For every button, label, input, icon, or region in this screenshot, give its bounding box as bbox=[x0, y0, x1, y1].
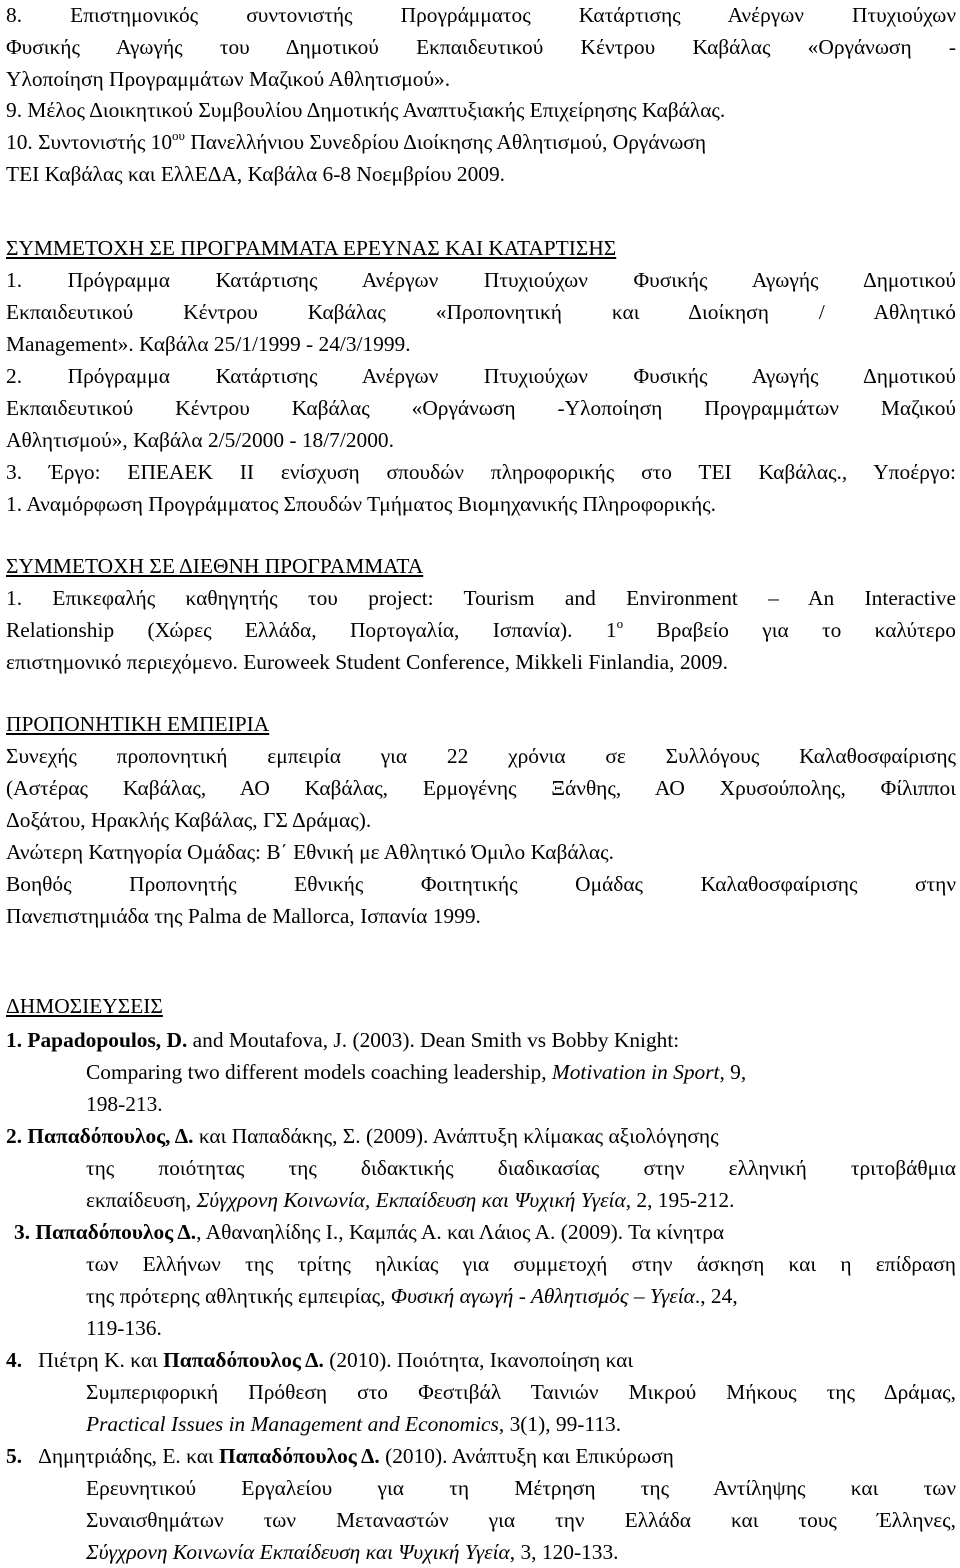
section-heading-research: ΣΥΜΜΕΤΟΧΗ ΣΕ ΠΡΟΓΡΑΜΜΑΤΑ ΕΡΕΥΝΑΣ ΚΑΙ ΚΑΤΑΡΤΙΣΗΣ bbox=[6, 236, 617, 260]
publication-4-line: Practical Issues in Management and Economics, 3(1), 99-113. bbox=[86, 1412, 622, 1436]
publication-2-line: της ποιότητας της διδακτικής διαδικασίας στην ελληνική τριτοβάθμια bbox=[86, 1156, 956, 1180]
text-line: επιστημονικό περιεχόμενο. Euroweek Student Conference, Mikkeli Finlandia, 2009. bbox=[6, 650, 728, 674]
section-heading-coaching: ΠΡΟΠΟΝΗΤΙΚΗ ΕΜΠΕΙΡΙΑ bbox=[6, 712, 270, 736]
text-line: 2. Πρόγραμμα Κατάρτισης Ανέργων Πτυχιούχων Φυσικής Αγωγής Δημοτικού bbox=[6, 364, 956, 388]
text-line: Ανώτερη Κατηγορία Ομάδας: Β΄ Εθνική με Αθλητικό Όμιλο Καβάλας. bbox=[6, 840, 614, 864]
text-line: 1. Επικεφαλής καθηγητής του project: Tourism and Environment – An Interactive bbox=[6, 586, 956, 610]
publication-5: 5. Δημητριάδης, Ε. και Παπαδόπουλος Δ. (2010). Ανάπτυξη και Επικύρωση bbox=[6, 1444, 674, 1468]
text-line: Αθλητισμού», Καβάλα 2/5/2000 - 18/7/2000. bbox=[6, 428, 394, 452]
text-line: Φυσικής Αγωγής του Δημοτικού Εκπαιδευτικού Κέντρου Καβάλας «Οργάνωση - bbox=[6, 35, 956, 59]
section-heading-international: ΣΥΜΜΕΤΟΧΗ ΣΕ ΔΙΕΘΝΗ ΠΡΟΓΡΑΜΜΑΤΑ bbox=[6, 554, 424, 578]
text-line: Βοηθός Προπονητής Εθνικής Φοιτητικής Ομάδας Καλαθοσφαίρισης στην bbox=[6, 872, 956, 896]
publication-1-line: Comparing two different models coaching leadership, Motivation in Sport, 9, bbox=[86, 1060, 747, 1084]
publication-1: 1. Papadopoulos, D. and Moutafova, J. (2003). Dean Smith vs Bobby Knight: bbox=[6, 1028, 680, 1052]
text-line: 1. Πρόγραμμα Κατάρτισης Ανέργων Πτυχιούχων Φυσικής Αγωγής Δημοτικού bbox=[6, 268, 956, 292]
publication-3: 3. Παπαδόπουλος Δ., Αθαναηλίδης Ι., Καμπάς Α. και Λάιος Α. (2009). Τα κίνητρα bbox=[14, 1220, 725, 1244]
text-line: Εκπαιδευτικού Κέντρου Καβάλας «Προπονητική και Διοίκηση / Αθλητικό bbox=[6, 300, 956, 324]
publication-3-line: της πρότερης αθλητικής εμπειρίας, Φυσική αγωγή - Αθλητισμός – Υγεία., 24, bbox=[86, 1284, 738, 1308]
text-line: 9. Μέλος Διοικητικού Συμβουλίου Δημοτικής Αναπτυξιακής Επιχείρησης Καβάλας. bbox=[6, 98, 726, 122]
publication-4-line: Συμπεριφορική Πρόθεση στο Φεστιβάλ Ταινιών Μικρού Μήκους της Δράμας, bbox=[86, 1380, 956, 1404]
publication-1-line: 198-213. bbox=[86, 1092, 163, 1116]
text-line: (Αστέρας Καβάλας, ΑΟ Καβάλας, Ερμογένης Ξάνθης, ΑΟ Χρυσούπολης, Φίλιπποι bbox=[6, 776, 956, 800]
text-line: Relationship (Χώρες Ελλάδα, Πορτογαλία, Ισπανία). $1^o$ Βραβείο για το καλύτερο bbox=[6, 616, 956, 642]
publication-3-line: 119-136. bbox=[86, 1316, 162, 1340]
publication-3-line: των Ελλήνων της τρίτης ηλικίας για συμμετοχή στην άσκηση και η επίδραση bbox=[86, 1252, 956, 1276]
text-line: 8. Επιστημονικός συντονιστής Προγράμματος Κατάρτισης Ανέργων Πτυχιούχων bbox=[6, 3, 956, 27]
text-line: Υλοποίηση Προγραμμάτων Μαζικού Αθλητισμού». bbox=[6, 67, 451, 91]
text-line: 1. Αναμόρφωση Προγράμματος Σπουδών Τμήματος Βιομηχανικής Πληροφορικής. bbox=[6, 492, 716, 516]
publication-5-line: Σύγχρονη Κοινωνία Εκπαίδευση και Ψυχική Υγεία, 3, 120-133. bbox=[86, 1540, 619, 1564]
publication-2-line: εκπαίδευση, Σύγχρονη Κοινωνία, Εκπαίδευση και Ψυχική Υγεία, 2, 195-212. bbox=[86, 1188, 735, 1212]
text-line: 3. Έργο: ΕΠΕΑΕΚ ΙΙ ενίσχυση σπουδών πληροφορικής στο ΤΕΙ Καβάλας., Υποέργο: bbox=[6, 460, 956, 484]
text-line: Δοξάτου, Ηρακλής Καβάλας, ΓΣ Δράμας). bbox=[6, 808, 372, 832]
text-line: Πανεπιστημιάδα της Palma de Mallorca, Ισπανία 1999. bbox=[6, 904, 481, 928]
text-line: ΤΕΙ Καβάλας και ΕλλΕΔΑ, Καβάλα 6-8 Νοεμβρίου 2009. bbox=[6, 162, 506, 186]
publication-5-line: Συναισθημάτων των Μεταναστών για την Ελλάδα και τους Έλληνες, bbox=[86, 1508, 956, 1532]
text-line: 10. Συντονιστής $10^{o\upsilon}$ Πανελλήνιου Συνεδρίου Διοίκησης Αθλητισμού, Οργάνωση bbox=[6, 128, 707, 154]
section-heading-publications: ΔΗΜΟΣΙΕΥΣΕΙΣ bbox=[6, 994, 163, 1018]
publication-4: 4. Πιέτρη Κ. και Παπαδόπουλος Δ. (2010). Ποιότητα, Ικανοποίηση και bbox=[6, 1348, 634, 1372]
text-line: Συνεχής προπονητική εμπειρία για 22 χρόνια σε Συλλόγους Καλαθοσφαίρισης bbox=[6, 744, 956, 768]
publication-2: 2. Παπαδόπουλος, Δ. και Παπαδάκης, Σ. (2009). Ανάπτυξη κλίμακας αξιολόγησης bbox=[6, 1124, 719, 1148]
text-line: Management». Καβάλα 25/1/1999 - 24/3/1999. bbox=[6, 332, 411, 356]
publication-5-line: Ερευνητικού Εργαλείου για τη Μέτρηση της Αντίληψης και των bbox=[86, 1476, 956, 1500]
text-line: Εκπαιδευτικού Κέντρου Καβάλας «Οργάνωση -Υλοποίηση Προγραμμάτων Μαζικού bbox=[6, 396, 956, 420]
